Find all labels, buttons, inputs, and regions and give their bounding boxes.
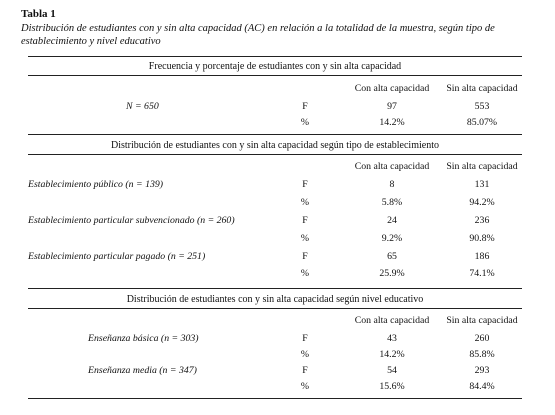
cell-f-without: 186 [474,251,490,262]
cell-f-with: 65 [387,251,397,262]
cell-f-with: 43 [387,333,397,344]
section-rule-3a [28,288,522,289]
cell-pct-with: 14.2% [379,349,405,360]
cell-f-without: 553 [474,101,490,112]
row-pct-label: % [300,197,310,208]
col-header-without: Sin alta capacidad [446,83,518,94]
cell-f-without: 293 [474,365,490,376]
cell-f-with: 24 [387,215,397,226]
row-label-basica: Enseñanza básica (n = 303) [88,333,199,344]
cell-f-without: 131 [474,179,490,190]
row-label-total: N = 650 [126,101,159,112]
section-rule-1 [28,75,522,76]
cell-f-with: 54 [387,365,397,376]
cell-pct-without: 85.07% [466,117,498,128]
section-heading-2: Distribución de estudiantes con y sin alta capacidad según tipo de establecimiento [111,140,439,151]
cell-pct-with: 14.2% [379,117,405,128]
row-pct-label: % [300,233,310,244]
section-rule-2a [28,134,522,135]
cell-pct-without: 74.1% [469,268,495,279]
col-header-with: Con alta capacidad [354,161,430,172]
row-label-pagado: Establecimiento particular pagado (n = 251) [28,251,206,262]
cell-pct-with: 5.8% [381,197,403,208]
row-f-label: F [302,101,308,112]
cell-f-without: 260 [474,333,490,344]
section-heading-1: Frecuencia y porcentaje de estudiantes con y sin alta capacidad [148,61,402,72]
col-header-with: Con alta capacidad [354,83,430,94]
row-f-label: F [302,251,308,262]
section-rule-2b [28,154,522,155]
section-heading-3: Distribución de estudiantes con y sin alta capacidad según nivel educativo [126,294,424,305]
row-pct-label: % [300,381,310,392]
row-f-label: F [302,365,308,376]
col-header-without: Sin alta capacidad [446,161,518,172]
section-rule-3b [28,308,522,309]
row-f-label: F [302,333,308,344]
row-pct-label: % [300,349,310,360]
cell-pct-without: 84.4% [469,381,495,392]
col-header-with: Con alta capacidad [354,315,430,326]
row-f-label: F [302,179,308,190]
cell-pct-without: 90.8% [469,233,495,244]
cell-f-with: 8 [389,179,395,190]
row-pct-label: % [300,117,310,128]
top-rule [28,56,522,57]
cell-pct-with: 25.9% [379,268,405,279]
table-label: Tabla 1 [21,8,56,20]
bottom-rule [28,398,522,399]
row-label-subvencionado: Establecimiento particular subvencionado (n = 260) [28,215,235,226]
cell-pct-without: 94.2% [469,197,495,208]
cell-pct-with: 15.6% [379,381,405,392]
cell-f-with: 97 [387,101,397,112]
cell-pct-with: 9.2% [381,233,403,244]
row-f-label: F [302,215,308,226]
cell-pct-without: 85.8% [469,349,495,360]
cell-f-without: 236 [474,215,490,226]
row-label-publico: Establecimiento público (n = 139) [28,179,164,190]
table-caption: Distribución de estudiantes con y sin alta capacidad (AC) en relación a la totalidad de la muestra, según tipo de establecimiento y nivel educativo [21,23,495,47]
row-label-media: Enseñanza media (n = 347) [88,365,197,376]
row-pct-label: % [300,268,310,279]
col-header-without: Sin alta capacidad [446,315,518,326]
